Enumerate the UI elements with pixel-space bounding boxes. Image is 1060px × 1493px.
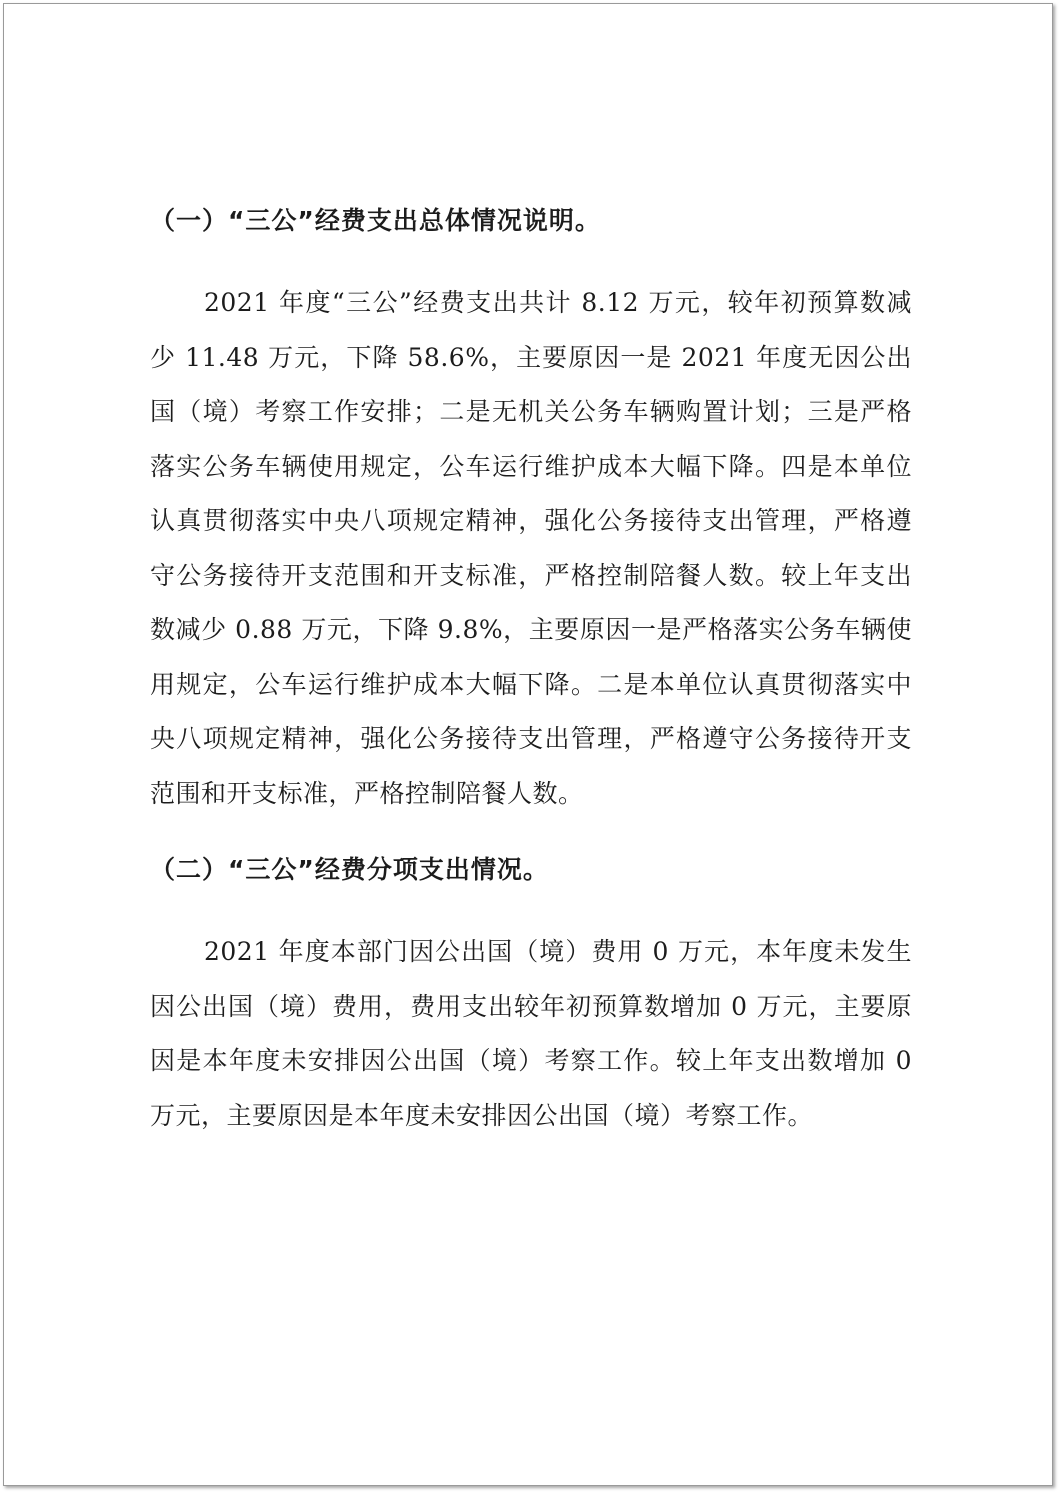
- section-heading-1: （一）“三公”经费支出总体情况说明。: [150, 206, 601, 235]
- section-paragraph-1: 2021 年度“三公”经费支出共计 8.12 万元，较年初预算数减少 11.48 万元，下降 58.6%，主要原因一是 2021 年度无因公出国（境）考察工作安排；二是无机关公务车辆购置计划；三是严格落实公务车辆使用规定，公车运行维护成本大幅下降。四是本单位认真贯彻落实中央八项规定精神，强化公务接待支出管理，严格遵守公务接待开支范围和开支标准，严格控制陪餐人数。较上年支出数减少 0.88 万元，下降 9.8%，主要原因一是严格落实公务车辆使用规定，公车运行维护成本大幅下降。二是本单位认真贯彻落实中央八项规定精神，强化公务接待支出管理，严格遵守公务接待开支范围和开支标准，严格控制陪餐人数。: [150, 288, 912, 808]
- section-heading-2: （二）“三公”经费分项支出情况。: [150, 855, 549, 884]
- section-paragraph-2: 2021 年度本部门因公出国（境）费用 0 万元，本年度未发生因公出国（境）费用，费用支出较年初预算数增加 0 万元，主要原因是本年度未安排因公出国（境）考察工作。较上年支出数增加 0 万元，主要原因是本年度未安排因公出国（境）考察工作。: [150, 937, 912, 1130]
- document-body: [150, 194, 912, 1143]
- document-page: [3, 3, 1053, 1486]
